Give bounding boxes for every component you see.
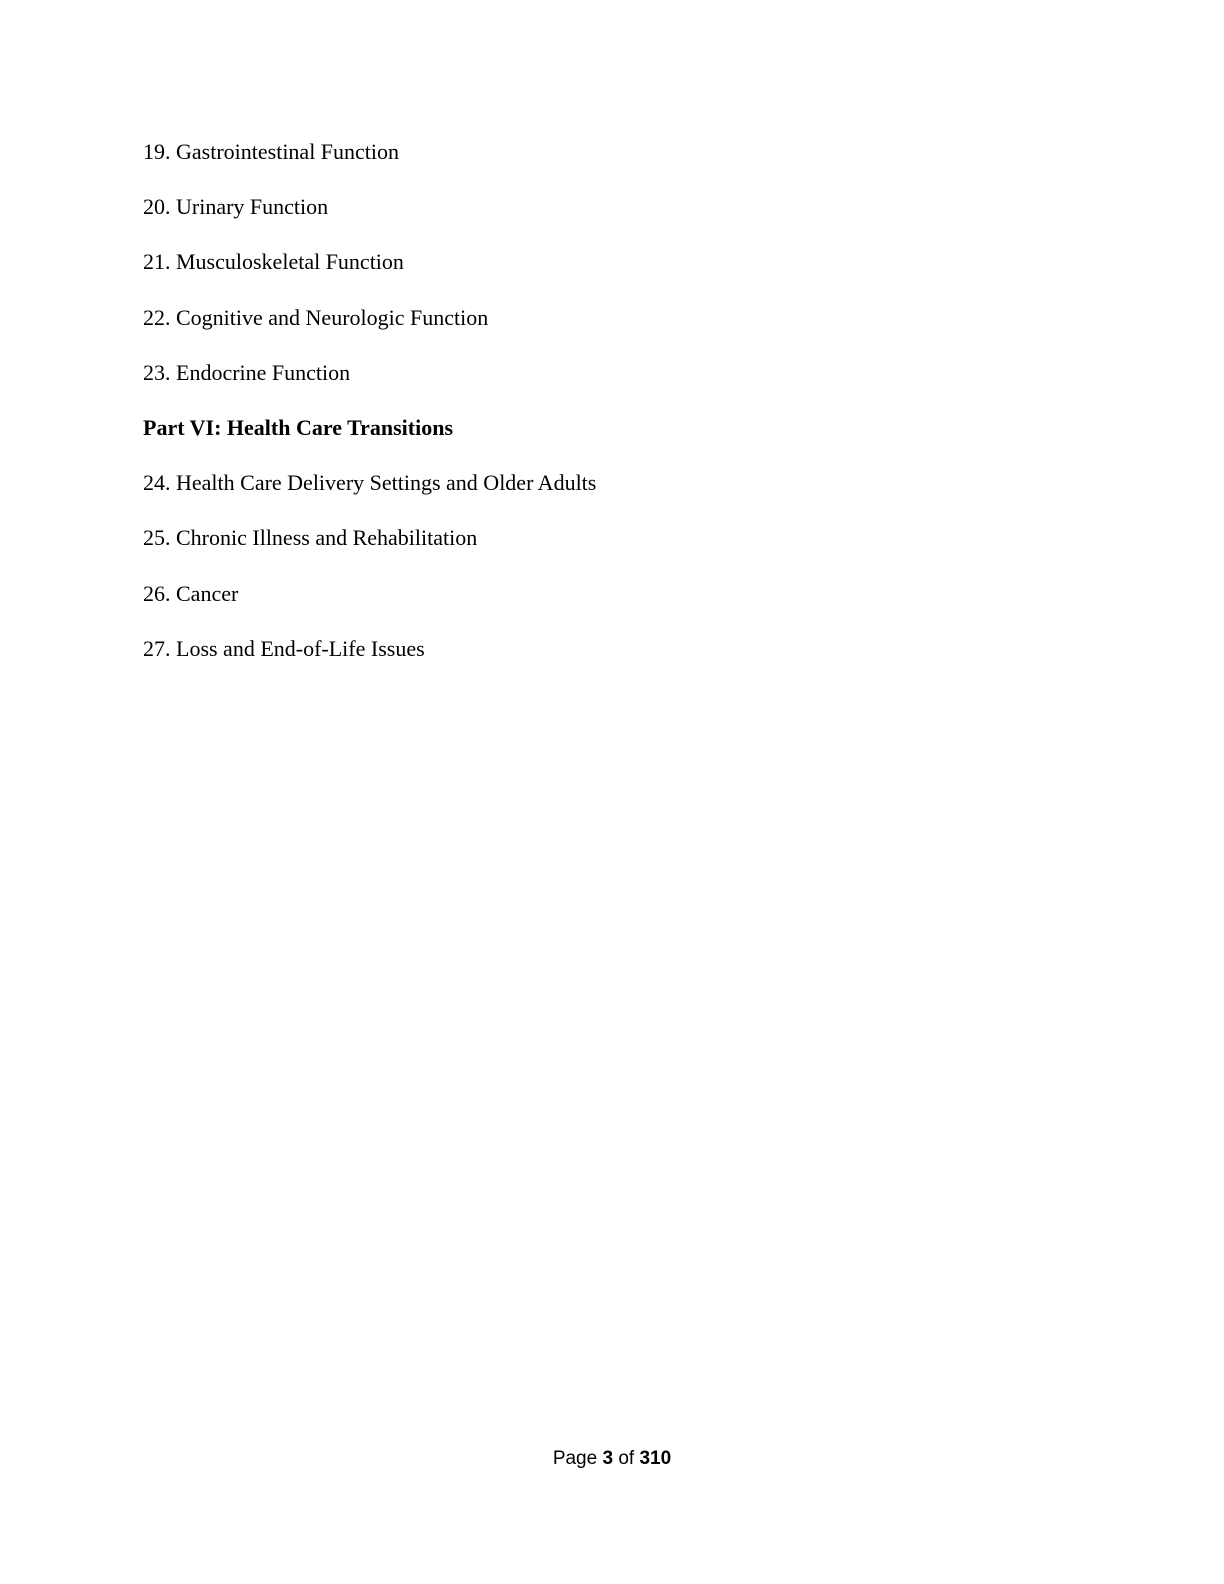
page-footer [0, 1446, 1224, 1472]
toc-entry-27: 27. Loss and End-of-Life Issues [143, 635, 425, 661]
of-label: of [618, 1448, 635, 1469]
current-page-number: 3 [602, 1448, 614, 1469]
toc-entry-25: 25. Chronic Illness and Rehabilitation [143, 525, 478, 551]
toc-entry-19: 19. Gastrointestinal Function [143, 139, 400, 164]
toc-entry-24: 24. Health Care Delivery Settings and Older Adults [143, 470, 597, 496]
total-pages-number: 310 [639, 1448, 672, 1469]
table-of-contents [143, 137, 1043, 689]
toc-entry-21: 21. Musculoskeletal Function [143, 249, 404, 275]
toc-entry-20: 20. Urinary Function [143, 194, 329, 220]
toc-entry-23: 23. Endocrine Function [143, 359, 351, 385]
toc-entry-22: 22. Cognitive and Neurologic Function [143, 304, 489, 330]
toc-entry-26: 26. Cancer [143, 580, 239, 606]
toc-part-heading: Part VI: Health Care Transitions [143, 414, 454, 440]
page-label: Page [552, 1448, 598, 1469]
